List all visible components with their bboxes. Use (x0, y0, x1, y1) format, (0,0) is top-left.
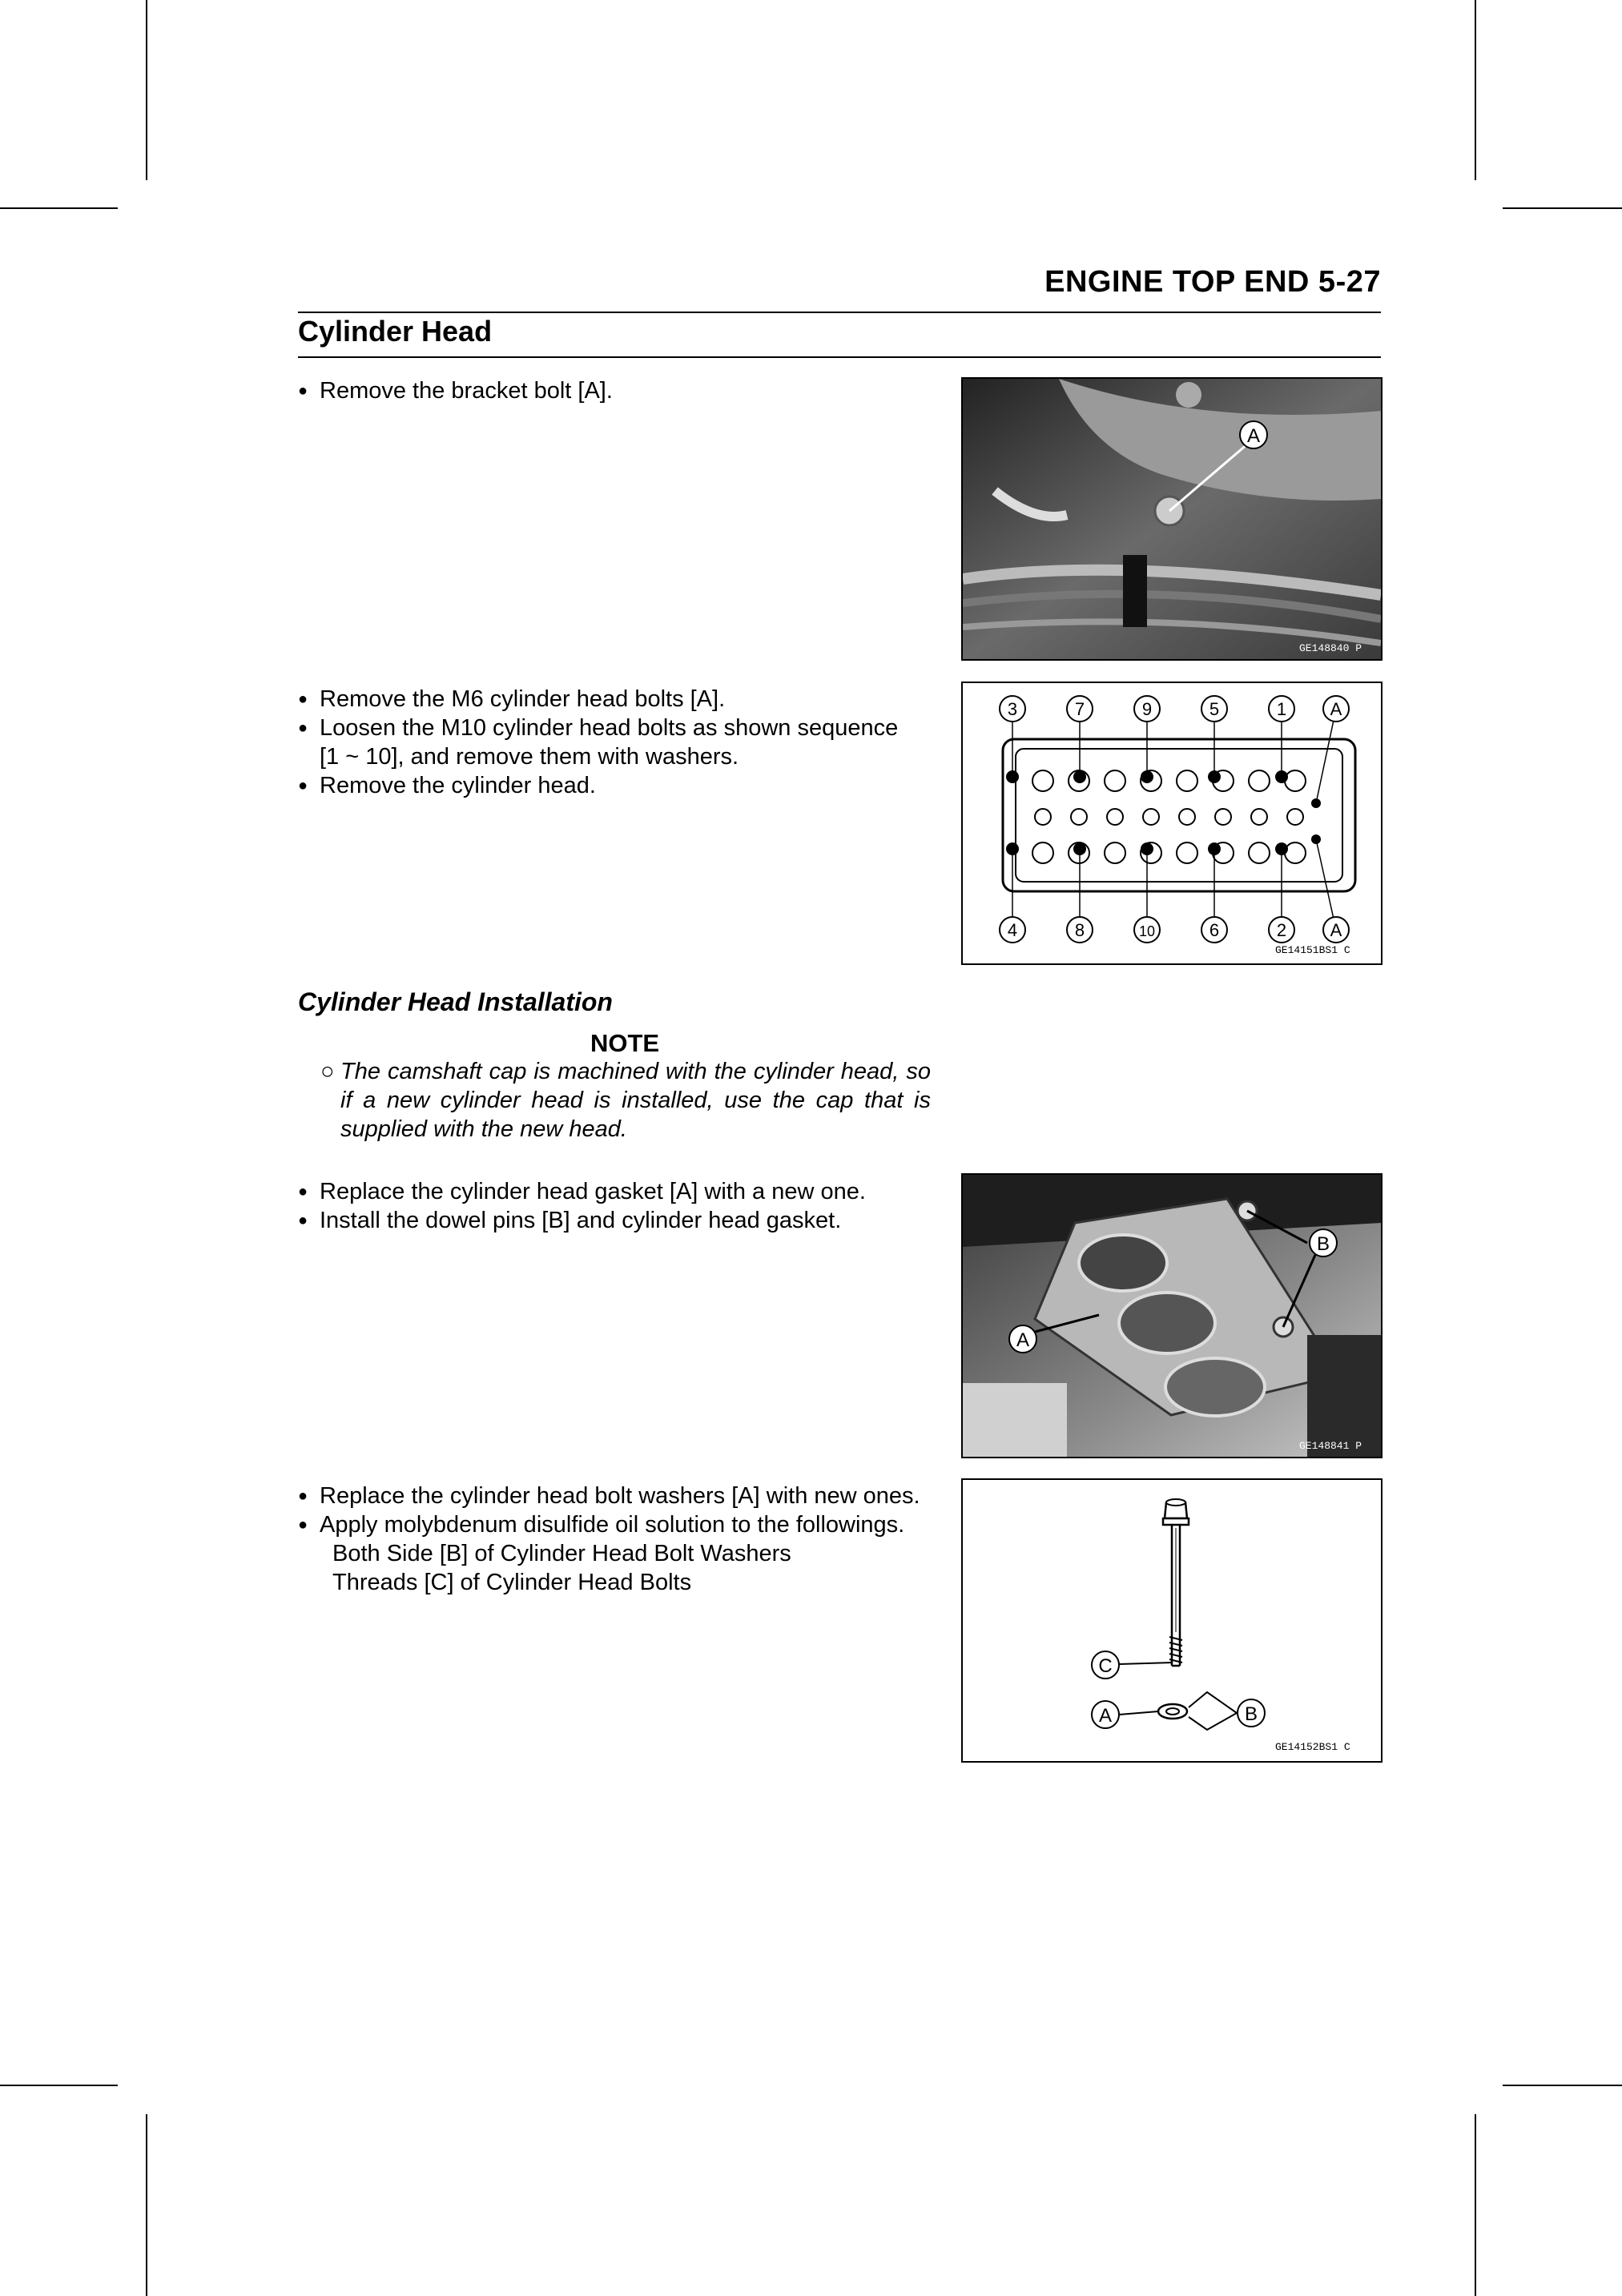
valve-bore (1285, 842, 1306, 863)
svg-text:B: B (1244, 1703, 1258, 1725)
crop-mark (146, 2114, 147, 2296)
figure-bracket-bolt (961, 377, 1383, 661)
header-rule (298, 312, 1381, 313)
valve-bore (1285, 770, 1306, 791)
note-title: NOTE (590, 1029, 660, 1057)
callout-b (1310, 1229, 1337, 1257)
svg-text:A: A (1246, 425, 1261, 447)
figure-code: GE148840 P (1299, 642, 1362, 654)
step-3-text (298, 1177, 931, 1235)
step-2-text (298, 685, 931, 800)
bullet-item: ● Remove the cylinder head. (298, 771, 931, 800)
svg-text:B: B (1316, 1233, 1330, 1255)
bullet-item: ● Replace the cylinder head gasket [A] with a new one. (298, 1177, 931, 1206)
sub-item: Both Side [B] of Cylinder Head Bolt Washers (332, 1541, 791, 1566)
sequence-label: 9 (1141, 699, 1153, 719)
sequence-label: 5 (1209, 699, 1220, 719)
plug-bore (1179, 809, 1195, 825)
plug-bore (1143, 809, 1159, 825)
sequence-label: 6 (1209, 920, 1220, 940)
note-body (320, 1057, 931, 1144)
crop-mark (0, 207, 118, 209)
sequence-label: 3 (1007, 699, 1018, 719)
section-title: Cylinder Head (298, 315, 493, 348)
valve-bore (1032, 842, 1053, 863)
figure-gasket (961, 1173, 1383, 1458)
callout-a (1240, 421, 1267, 448)
bullet-continuation: [1 ~ 10], and remove them with washers. (320, 744, 739, 770)
crop-mark (1475, 0, 1476, 180)
valve-bore (1249, 842, 1270, 863)
svg-text:C: C (1098, 1655, 1113, 1677)
sequence-label: 7 (1074, 699, 1085, 719)
plug-bore (1107, 809, 1123, 825)
sequence-label: 1 (1276, 699, 1287, 719)
installation-title: Cylinder Head Installation (298, 987, 613, 1016)
figure-code: GE14151BS1 C (1275, 944, 1350, 956)
plug-bore (1287, 809, 1303, 825)
figure-code: GE14152BS1 C (1275, 1741, 1350, 1753)
plug-bore (1071, 809, 1087, 825)
bullet-item: ● Remove the M6 cylinder head bolts [A]. (298, 685, 931, 714)
sequence-label: 8 (1074, 920, 1085, 940)
note-marker: ○ (320, 1059, 335, 1084)
figure-code: GE148841 P (1299, 1440, 1362, 1452)
plug-bore (1215, 809, 1231, 825)
sequence-label: 10 (1138, 923, 1156, 939)
bullet-item: ● Apply molybdenum disulfide oil solution to the followings. (298, 1510, 931, 1539)
valve-bore (1105, 770, 1125, 791)
sequence-label: 2 (1276, 920, 1287, 940)
bullet-item: ● Replace the cylinder head bolt washers [A] with new ones. (298, 1482, 931, 1510)
crop-mark (1503, 207, 1622, 209)
valve-bore (1105, 842, 1125, 863)
callout-b (1238, 1699, 1265, 1727)
crop-mark (1475, 2114, 1476, 2296)
section-rule (298, 356, 1381, 358)
valve-bore (1032, 770, 1053, 791)
valve-bore (1177, 770, 1197, 791)
valve-bore (1249, 770, 1270, 791)
crop-mark (146, 0, 147, 180)
callout-a (1092, 1701, 1119, 1728)
valve-bore (1177, 842, 1197, 863)
sub-item: Threads [C] of Cylinder Head Bolts (332, 1570, 692, 1595)
bullet-item: ● Install the dowel pins [B] and cylinder head gasket. (298, 1206, 931, 1235)
note-text: The camshaft cap is machined with the cylinder head, so if a new cylinder head is installed, use the cap that is supplied with the new head. (340, 1059, 931, 1142)
sequence-label: 4 (1007, 920, 1018, 940)
sequence-label: A (1330, 920, 1342, 940)
bullet-item: ● Remove the bracket bolt [A]. (298, 376, 931, 405)
figure-bolt-washer (961, 1478, 1383, 1763)
plug-bore (1251, 809, 1267, 825)
bullet-item: ● Loosen the M10 cylinder head bolts as shown sequence (298, 714, 931, 742)
crop-mark (0, 2085, 118, 2086)
callout-a (1009, 1325, 1036, 1353)
step-4-text (298, 1482, 931, 1597)
svg-text:A: A (1016, 1329, 1030, 1351)
plug-bore (1035, 809, 1051, 825)
callout-c (1092, 1651, 1119, 1679)
svg-text:A: A (1098, 1705, 1113, 1727)
crop-mark (1503, 2085, 1622, 2086)
figure-bolt-sequence (961, 682, 1383, 965)
page-header: ENGINE TOP END 5-27 (1044, 265, 1381, 299)
step-1-text (298, 376, 931, 405)
sequence-label: A (1330, 699, 1342, 719)
